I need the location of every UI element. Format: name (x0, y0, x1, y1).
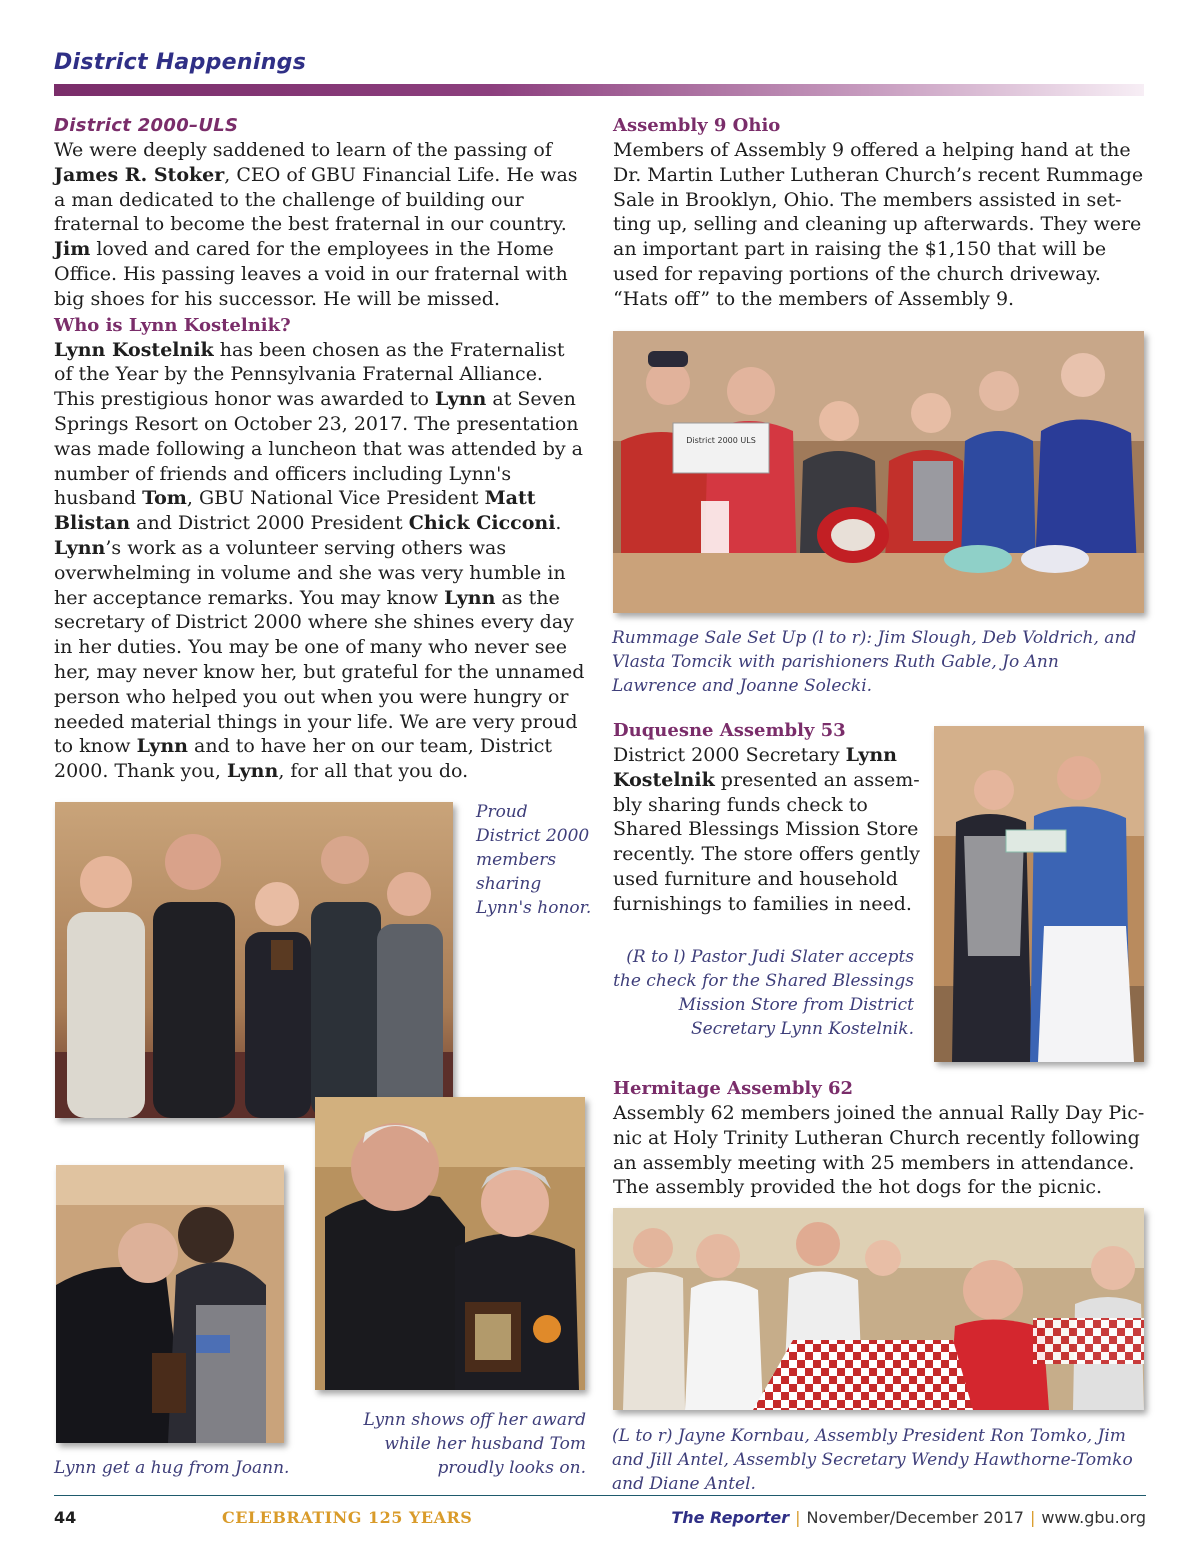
check-photo (934, 726, 1144, 1062)
lynn-body: Lynn Kostelnik has been chosen as the Fraternalist of the Year by the Pennsylvania Fraternal Alliance. This prestigious honor was awarded to Lynn at Seven Springs Resort on October 23, 2017. The presentation was made following a luncheon that was attended by a number of friends and officers including Lynn's husband Tom, GBU National Vice President Matt Blistan and District 2000 President Chick Cicconi. Lynn’s work as a volunteer serving others was overwhelming in volume and she was very humble in her acceptance remarks. You may know Lynn as the secretary of District 2000 where she shines every day in her duties. You may be one of many who never see her, may never know her, but grateful for the unnamed person who helped you out when you were hungry or needed material things in your life. We are very proud to know Lynn and to have her on our team, District 2000. Thank you, Lynn, for all that you do. (54, 338, 585, 783)
hermitage-section (613, 1077, 1148, 1200)
issue-date: November/December 2017 (806, 1508, 1024, 1527)
lynn-heading: Who is Lynn Kostelnik? (54, 314, 291, 336)
rummage-photo (613, 331, 1144, 613)
footer-publication-info (671, 1508, 1146, 1527)
footer-separator: | (1029, 1508, 1036, 1527)
duquesne-section (613, 719, 923, 917)
picnic-photo (613, 1208, 1144, 1410)
publication-name: The Reporter (671, 1508, 790, 1527)
ohio-heading: Assembly 9 Ohio (613, 115, 781, 136)
group-photo (55, 802, 453, 1118)
header-divider-bar (54, 84, 1144, 96)
rummage-sign-text: District 2000 ULS (686, 436, 756, 445)
duquesne-heading: Duquesne Assembly 53 (613, 720, 846, 741)
footer-rule (54, 1495, 1146, 1496)
hermitage-body: Assembly 62 members joined the annual Rally Day Picnic at Holy Trinity Lutheran Church recently following an assembly meeting with 25 members in attendance. The assembly provided the hot dogs for the picnic. (613, 1102, 1145, 1199)
group-photo-caption: Proud District 2000 members sharing Lynn's honor. (476, 802, 592, 918)
page-number: 44 (54, 1508, 77, 1527)
footer-separator: | (795, 1508, 801, 1527)
left-column (54, 114, 589, 784)
rummage-caption: Rummage Sale Set Up (l to r): Jim Slough, Deb Voldrich, and Vlasta Tomcik with parishioners Ruth Gable, Jo Ann Lawrence and Joanne Solecki. (612, 628, 1137, 696)
page-title: District Happenings (54, 50, 307, 75)
hermitage-heading: Hermitage Assembly 62 (613, 1078, 854, 1099)
duquesne-body: District 2000 Secretary Lynn Kostelnik presented an assembly sharing funds check to Shared Blessings Mission Store recently. The store offers gently used furniture and household furnishings to families in need. (613, 744, 920, 915)
ohio-body: Members of Assembly 9 offered a helping hand at the Dr. Martin Luther Lutheran Church’s recent Rummage Sale in Brooklyn, Ohio. The members assisted in setting up, selling and cleaning up afterwards. They were an important part in raising the $1,150 that will be used for repaving portions of the church driveway. “Hats off” to the members of Assembly 9. (613, 139, 1144, 310)
anniversary-tagline: CELEBRATING 125 YEARS (222, 1508, 473, 1527)
picnic-caption: (L to r) Jayne Kornbau, Assembly President Ron Tomko, Jim and Jill Antel, Assembly Secretary Wendy Hawthorne-Tomko and Diane Antel. (612, 1426, 1133, 1494)
website-link[interactable]: www.gbu.org (1041, 1508, 1146, 1527)
ohio-section (613, 114, 1148, 312)
district-body: We were deeply saddened to learn of the passing of James R. Stoker, CEO of GBU Financial Life. He was a man dedicated to the challenge of building our fraternal to become the best fraternal in our country. Jim loved and cared for the employees in the Home Office. His passing leaves a void in our fraternal with big shoes for his successor. He will be missed. (54, 139, 578, 310)
district-heading: District 2000–ULS (54, 115, 239, 136)
award-photo (315, 1097, 585, 1390)
award-photo-caption: Lynn shows off her award while her husband Tom proudly looks on. (363, 1410, 586, 1478)
hug-photo (56, 1165, 284, 1443)
duquesne-caption: (R to l) Pastor Judi Slater accepts the check for the Shared Blessings Mission Store from District Secretary Lynn Kostelnik. (613, 947, 914, 1039)
hug-photo-caption: Lynn get a hug from Joann. (54, 1458, 290, 1478)
